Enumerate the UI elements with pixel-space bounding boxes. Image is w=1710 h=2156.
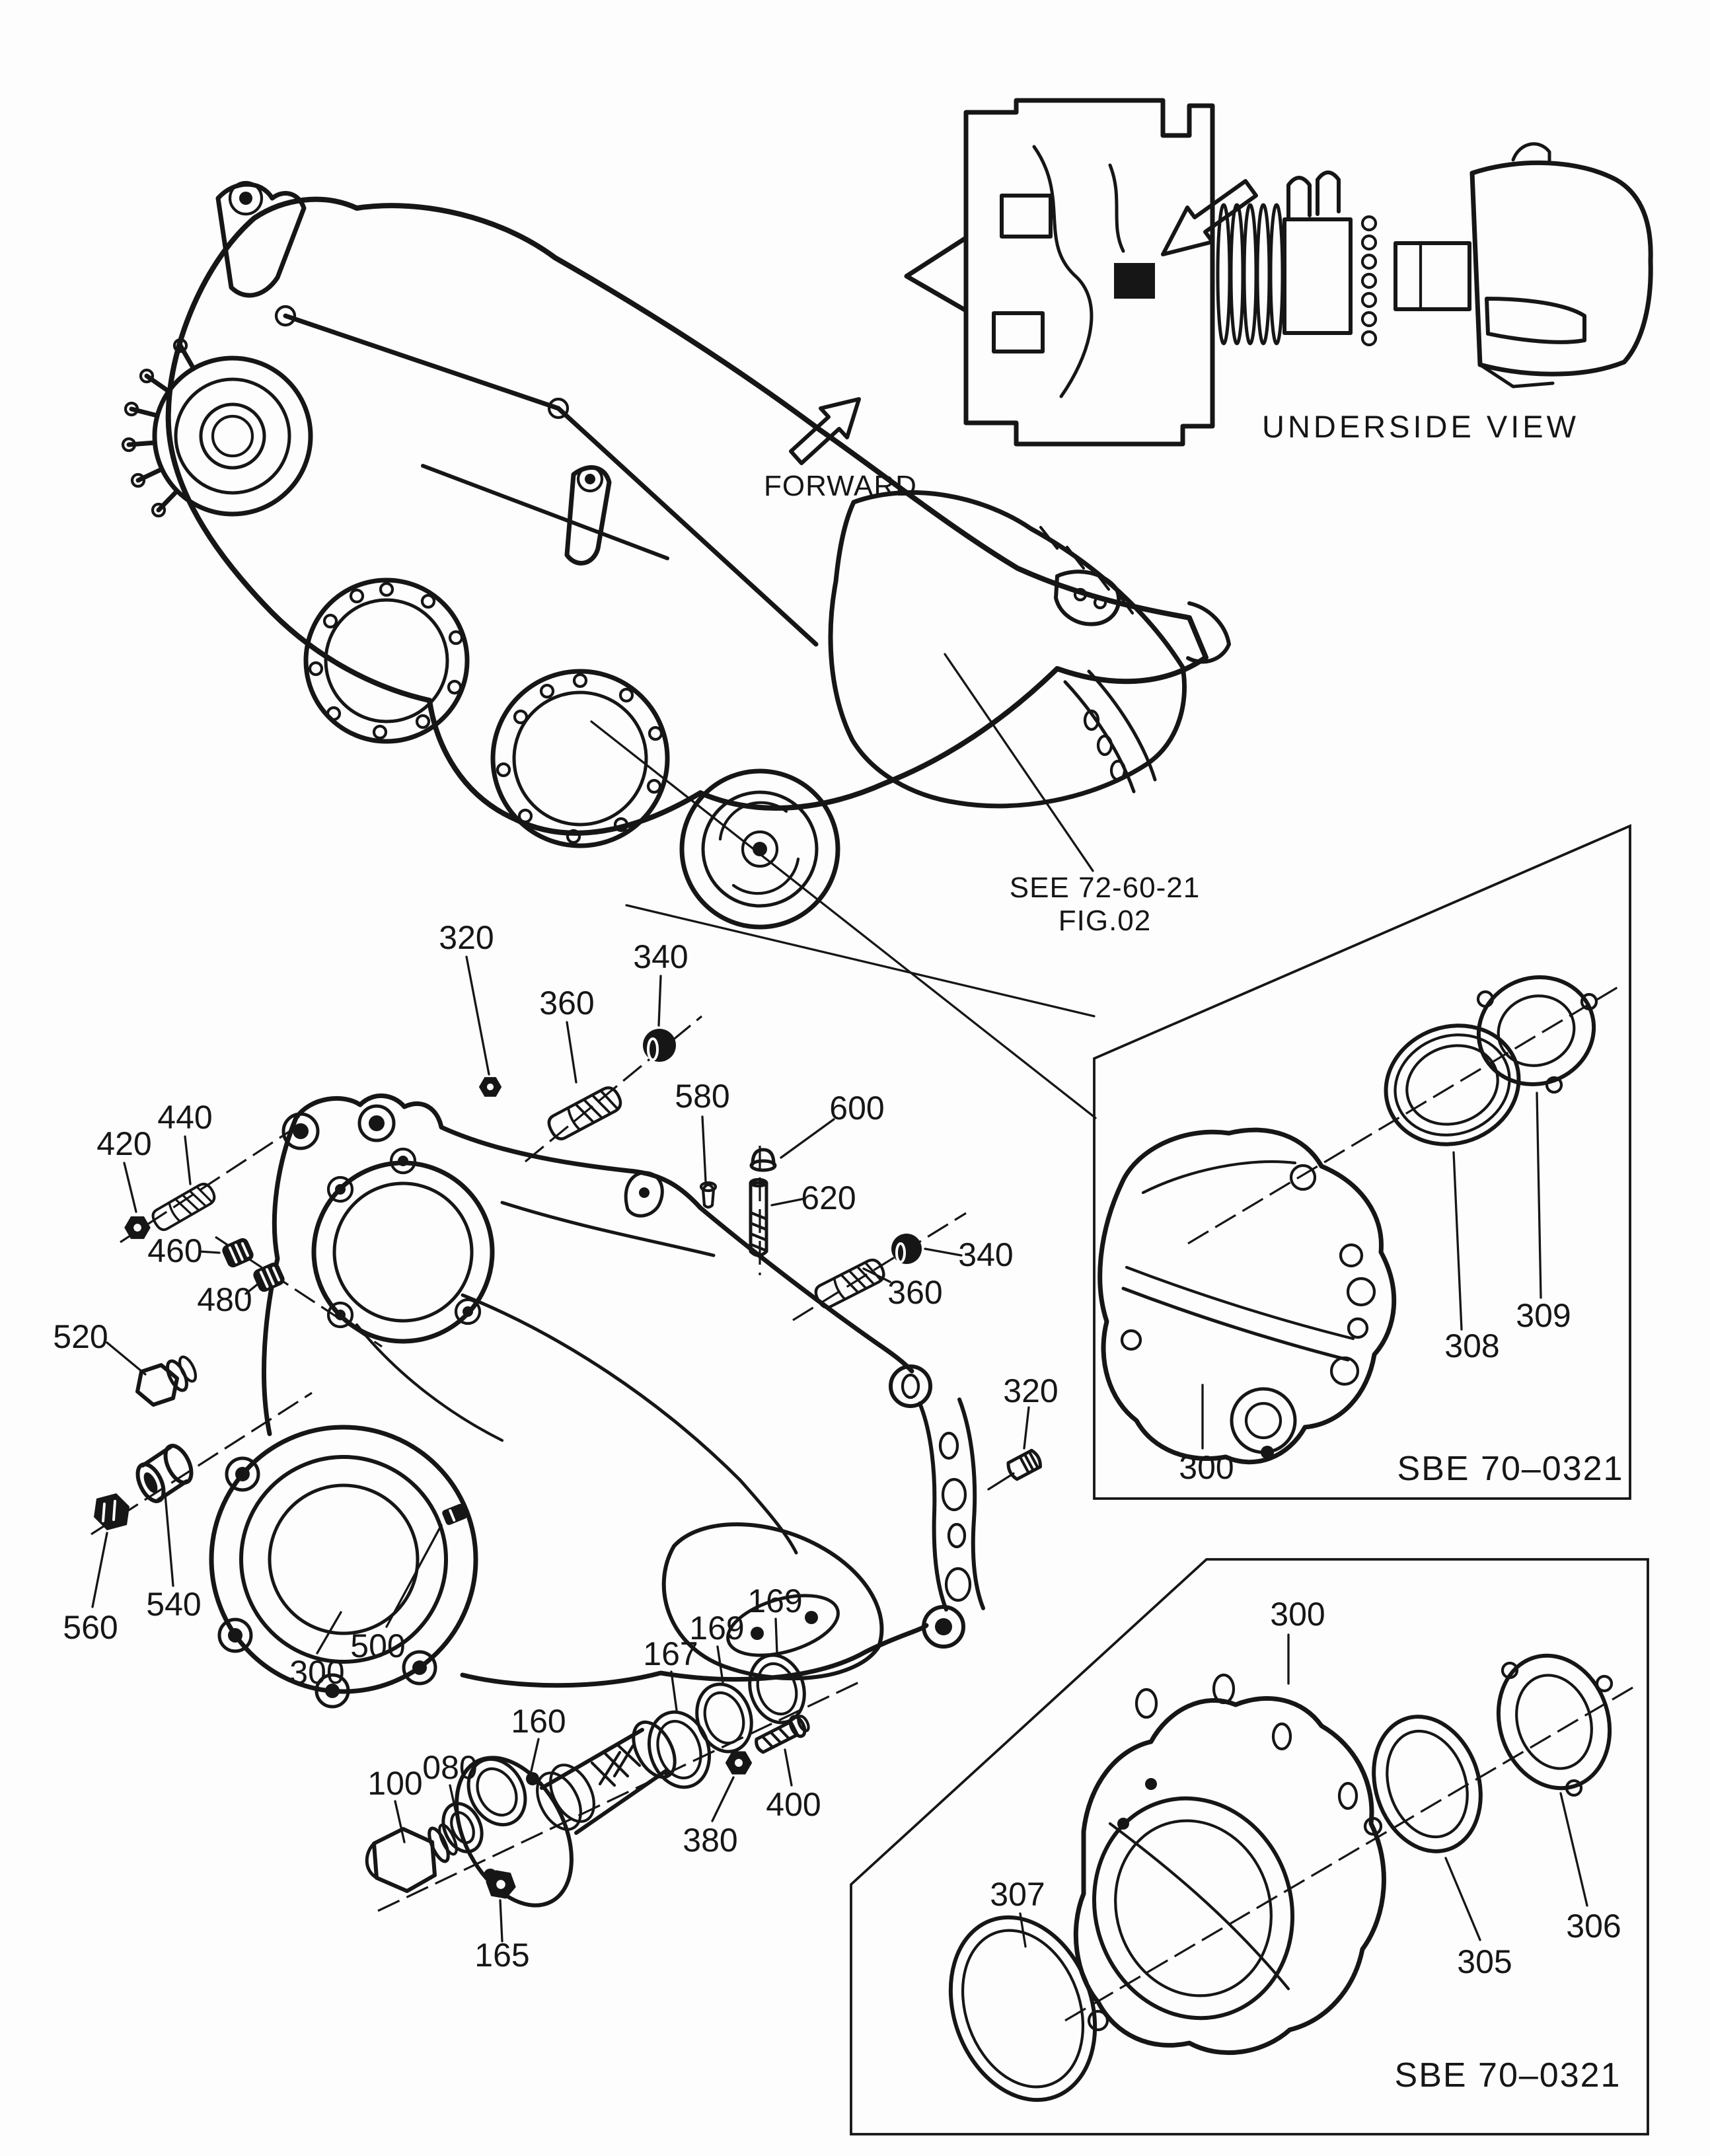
case-gasket-openings [306,580,667,846]
exploded-small-parts [91,1016,1043,1925]
callout-500: 500 [350,1627,406,1664]
callout-380: 380 [683,1822,738,1859]
callout-306: 306 [1566,1908,1621,1945]
cap-600 [751,1150,775,1170]
rear-extension-housing [831,492,1229,805]
cap-480 [251,1261,286,1294]
callout-440: 440 [157,1099,213,1136]
nut-340-right [891,1234,922,1264]
callout-480: 480 [197,1281,252,1318]
plug-560 [94,1493,130,1530]
callout-460: 460 [147,1232,203,1269]
underside-view-figure [907,100,1651,444]
plug-520 [137,1355,199,1405]
front-output-flange [123,340,311,516]
nut-420 [124,1216,151,1239]
see-reference-line1: SEE 72-60-21 [1009,872,1201,904]
stud-620 [751,1179,766,1255]
callout-160: 160 [511,1703,566,1740]
see-reference-line2: FIG.02 [1058,905,1152,937]
inset-bottom-cover-300 [1066,1675,1384,2053]
callout-400: 400 [766,1786,821,1823]
callout-169-left: 169 [689,1610,745,1647]
inset-bottom-code: SBE 70–0321 [1394,2056,1621,2095]
stud-440 [150,1181,217,1232]
boot-bellows [1218,205,1282,344]
callout-320-top: 320 [439,919,494,956]
callout-360-right: 360 [887,1274,943,1311]
callout-300-inset-top: 300 [1179,1449,1234,1486]
callout-100: 100 [367,1765,423,1802]
callout-340-right: 340 [958,1236,1014,1273]
inset-box-top [1094,826,1630,1499]
nut-320-top [479,1077,502,1097]
callout-167: 167 [643,1635,698,1672]
plug-580 [701,1183,716,1207]
callout-580: 580 [675,1078,730,1115]
rear-output-cover [682,771,838,927]
callout-560: 560 [63,1609,118,1646]
inset-top-code: SBE 70–0321 [1397,1450,1624,1488]
callout-300-main: 300 [289,1654,345,1691]
callout-307: 307 [990,1876,1045,1913]
stud-360-top [546,1084,624,1142]
callout-360-top: 360 [539,985,595,1022]
callout-620: 620 [801,1179,856,1216]
callout-340-top: 340 [633,938,688,975]
callout-600: 600 [829,1090,885,1127]
callout-leader-lines [93,957,1029,1941]
inset-box-bottom [851,1559,1648,2134]
callout-300-inset-bottom: 300 [1270,1596,1325,1633]
forward-direction [764,399,917,502]
nut-380 [725,1752,752,1775]
seal-cover-306 [1481,1641,1626,1803]
underside-view-label: UNDERSIDE VIEW [1262,409,1579,444]
callout-305: 305 [1457,1943,1512,1980]
transfer-case-assembly-figure [123,182,1229,927]
cap-460 [220,1236,255,1269]
main-callout-labels [53,919,1058,1974]
callout-320-right: 320 [1003,1372,1059,1409]
callout-308: 308 [1444,1327,1500,1364]
washer-080 [436,1797,489,1857]
nut-340-top [643,1029,676,1062]
spline-holes [1362,217,1376,345]
callout-309: 309 [1516,1297,1571,1334]
callout-169-right: 169 [747,1582,803,1619]
forward-label: FORWARD [764,470,917,502]
callout-540: 540 [146,1586,202,1623]
callout-520: 520 [53,1318,108,1355]
shift-linkage-rods [276,307,816,644]
inset-top-cover-300 [1100,1130,1394,1462]
callout-420: 420 [96,1125,152,1162]
chain-case-cover-figure [211,1096,983,1707]
section-leader-lower [626,905,1094,1016]
callout-080: 080 [422,1749,478,1786]
right-flange-strap [891,1366,983,1647]
callout-165: 165 [474,1937,530,1974]
